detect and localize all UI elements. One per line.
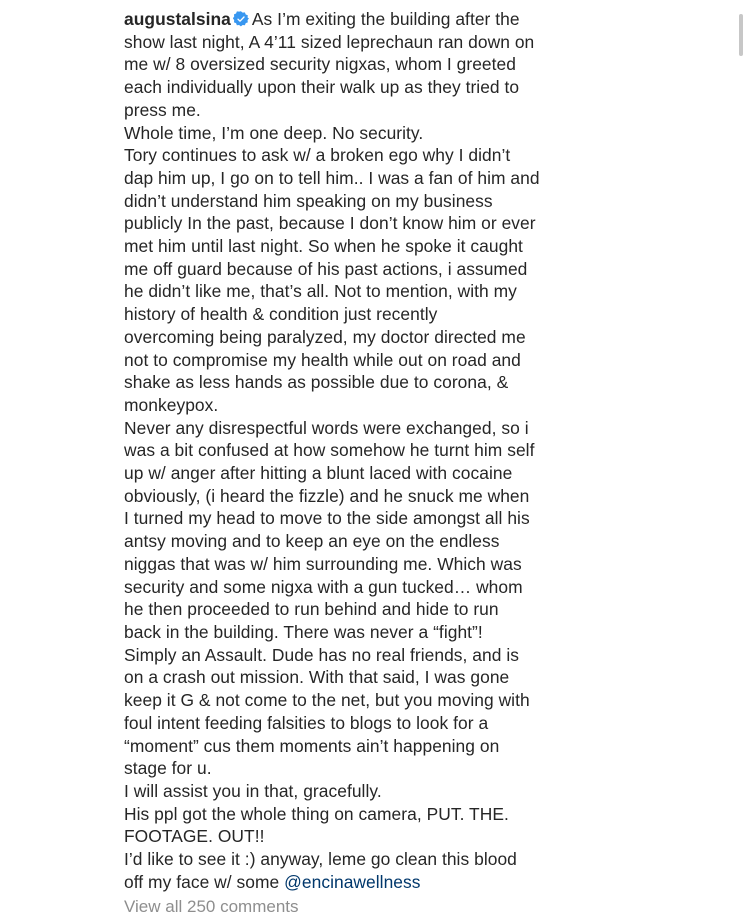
caption-line: not to compromise my health while out on road and	[124, 349, 521, 370]
caption-line: Never any disrespectful words were exchanged, so i	[124, 417, 529, 438]
scrollbar-thumb[interactable]	[739, 14, 743, 56]
caption-line: I turned my head to move to the side amongst all his	[124, 508, 530, 529]
username-link[interactable]: augustalsina	[124, 9, 231, 29]
caption-line: he didn’t like me, that’s all. Not to mention, with my	[124, 281, 517, 302]
caption-line: security and some nigxa with a gun tucked… whom	[124, 576, 523, 597]
caption-line: FOOTAGE. OUT!!	[124, 826, 265, 847]
caption-line: met him until last night. So when he spoke it caught	[124, 236, 523, 257]
caption-first-line	[124, 8, 564, 31]
caption-line: shake as less hands as possible due to corona, &	[124, 372, 509, 393]
caption-line: press me.	[124, 99, 201, 120]
caption-line: keep it G & not come to the net, but you moving with	[124, 690, 530, 711]
caption-line: he then proceeded to run behind and hide to run	[124, 599, 499, 620]
caption-line: each individually upon their walk up as they tried to	[124, 77, 520, 98]
caption-line: didn’t understand him speaking on my business	[124, 190, 493, 211]
mention-link[interactable]: @encinawellness	[284, 871, 421, 892]
view-all-comments-link[interactable]: View all 250 comments	[124, 897, 299, 916]
post-caption	[124, 8, 564, 893]
caption-line: obviously, (i heard the fizzle) and he snuck me when	[124, 485, 530, 506]
caption-line: show last night, A 4’11 sized leprechaun ran down on	[124, 31, 535, 52]
caption-line: overcoming being paralyzed, my doctor directed me	[124, 326, 526, 347]
caption-line: Whole time, I’m one deep. No security.	[124, 122, 424, 143]
verified-badge-icon	[233, 11, 249, 27]
caption-line: His ppl got the whole thing on camera, PUT. THE.	[124, 803, 509, 824]
caption-line: I’d like to see it :) anyway, leme go clean this blood	[124, 849, 517, 870]
caption-line: niggas that was w/ him surrounding me. Which was	[124, 553, 522, 574]
caption-line: foul intent feeding falsities to blogs to look for a	[124, 712, 489, 733]
caption-line: was a bit confused at how somehow he turnt him self	[124, 440, 535, 461]
caption-line: dap him up, I go on to tell him.. I was a fan of him and	[124, 167, 540, 188]
caption-line: Simply an Assault. Dude has no real friends, and is	[124, 644, 520, 665]
caption-line: me off guard because of his past actions, i assumed	[124, 258, 528, 279]
caption-line: back in the building. There was never a “fight”!	[124, 621, 483, 642]
caption-line: stage for u.	[124, 758, 212, 779]
caption-line: “moment” cus them moments ain’t happening on	[124, 735, 500, 756]
caption-line: publicly In the past, because I don’t know him or ever	[124, 213, 536, 234]
caption-line: Tory continues to ask w/ a broken ego why I didn’t	[124, 145, 511, 166]
caption-line: I will assist you in that, gracefully.	[124, 780, 382, 801]
caption-line: monkeypox.	[124, 394, 219, 415]
caption-last-line	[124, 871, 564, 894]
caption-line: up w/ anger after hitting a blunt laced with cocaine	[124, 463, 513, 484]
caption-line: antsy moving and to keep an eye on the endless	[124, 531, 500, 552]
caption-line: on a crash out mission. With that said, I was gone	[124, 667, 510, 688]
caption-line: me w/ 8 oversized security nigxas, whom I greeted	[124, 54, 516, 75]
caption-line: off my face w/ some	[124, 871, 280, 892]
caption-line: As I’m exiting the building after the	[251, 9, 520, 29]
caption-line: history of health & condition just recently	[124, 304, 438, 325]
